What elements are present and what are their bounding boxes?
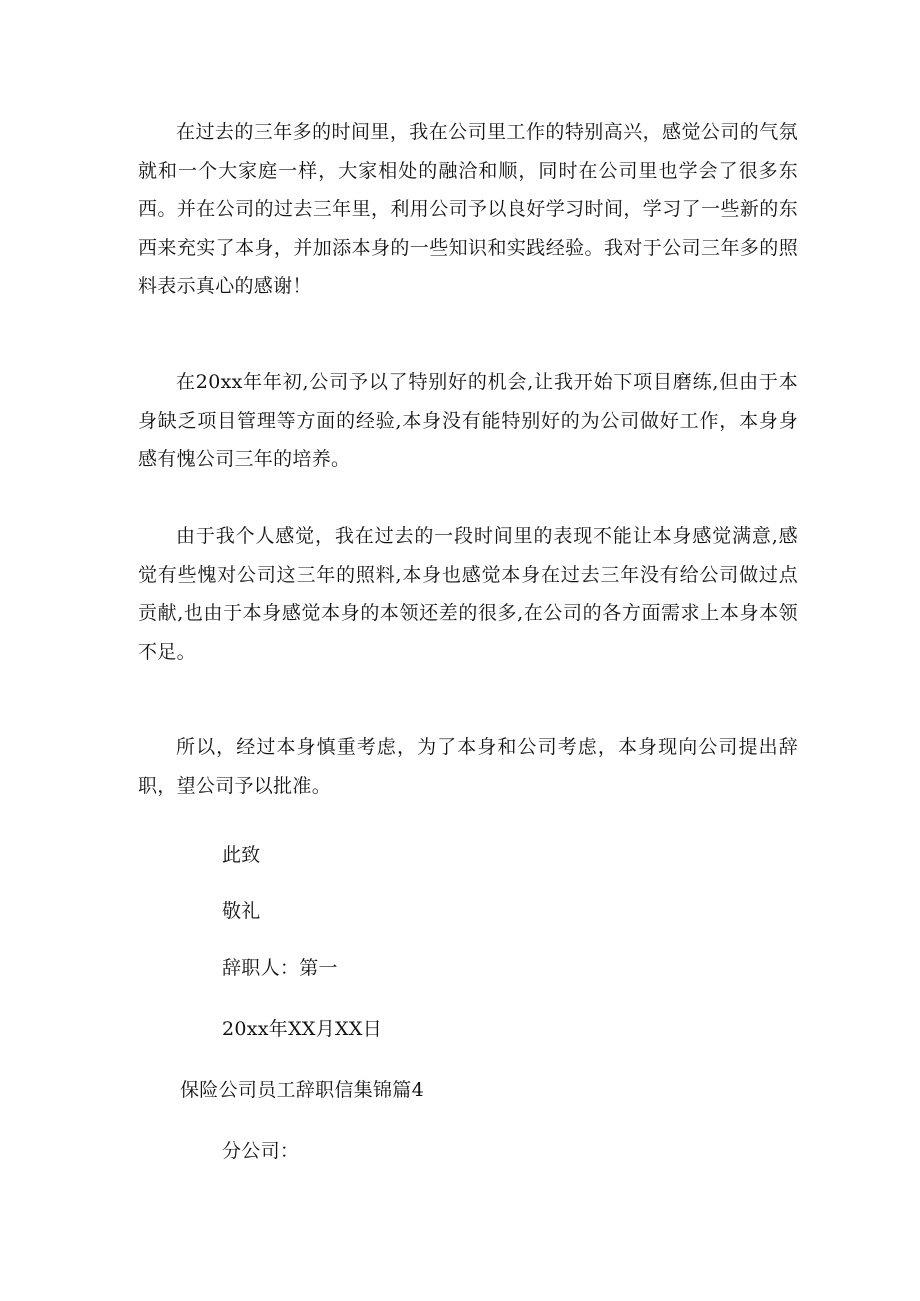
- signer-line: 辞职人：第一: [222, 957, 338, 979]
- salutation-cizhi: 此致: [222, 844, 261, 866]
- paragraph-self-assessment: 由于我个人感觉，我在过去的一段时间里的表现不能让本身感觉满意,感觉有些愧对公司这三年的照料,本身也感觉本身在过去三年没有给公司做过点贡献,也由于本身感觉本身的本领还差的很多,在公司的各方面需求上本身本领不足。: [138, 525, 798, 663]
- salutation-jingli: 敬礼: [222, 900, 261, 922]
- recipient-line: 分公司：: [222, 1140, 300, 1162]
- date-line: 20xx年XX月XX日: [222, 1018, 383, 1040]
- paragraph-project-experience: 在20xx年年初,公司予以了特别好的机会,让我开始下项目磨练,但由于本身缺乏项目管理等方面的经验,本身没有能特别好的为公司做好工作，本身身感有愧公司三年的培养。: [138, 371, 798, 470]
- paragraph-resignation-request: 所以，经过本身慎重考虑，为了本身和公司考虑，本身现向公司提出辞职，望公司予以批准。: [138, 736, 798, 797]
- paragraph-gratitude: 在过去的三年多的时间里，我在公司里工作的特别高兴，感觉公司的气氛就和一个大家庭一样，大家相处的融洽和顺，同时在公司里也学会了很多东西。并在公司的过去三年里，利用公司予以良好学习时间，学习了一些新的东西来充实了本身，并加添本身的一些知识和实践经验。我对于公司三年多的照料表示真心的感谢！: [138, 121, 798, 297]
- section-title: 保险公司员工辞职信集锦篇4: [180, 1079, 424, 1101]
